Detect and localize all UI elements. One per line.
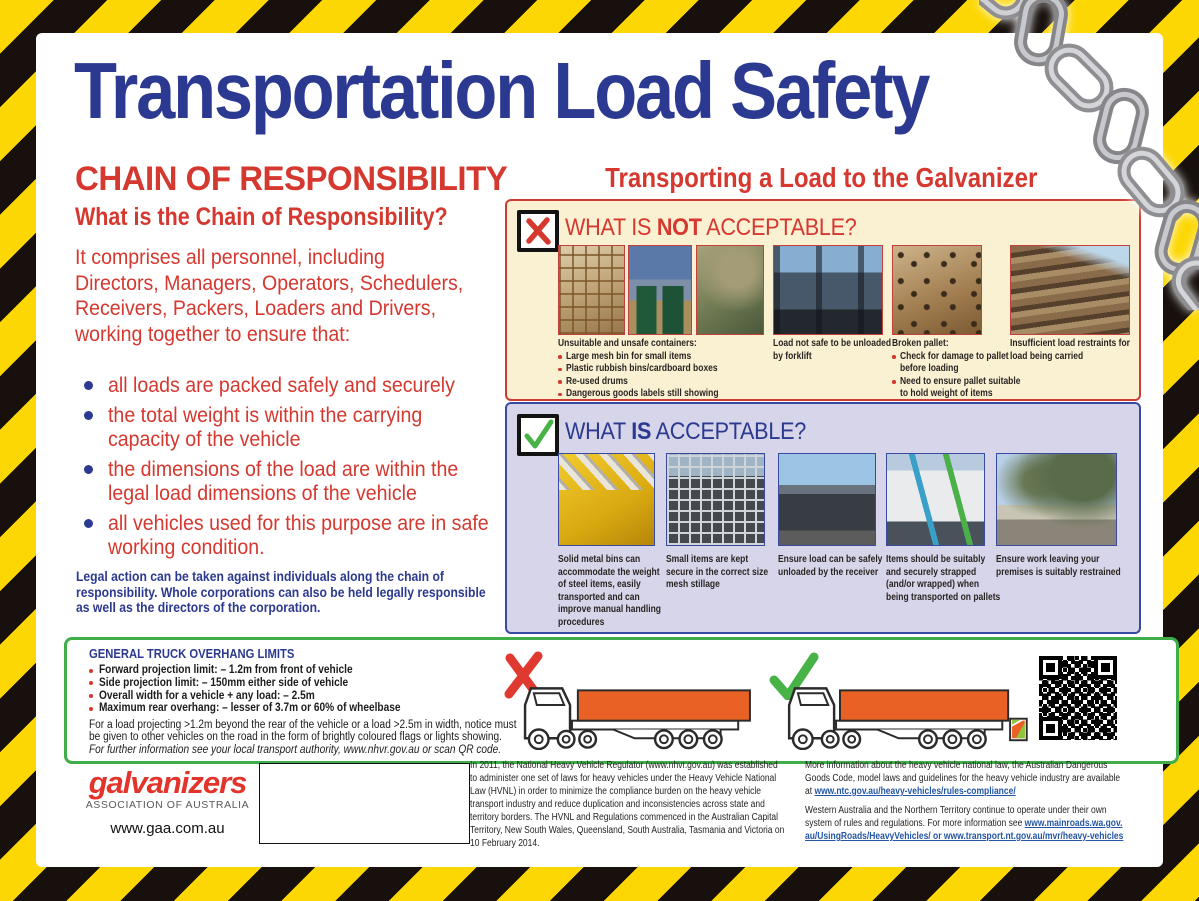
truck-illustration-correct <box>779 662 1031 750</box>
caption-load-restraints: Insufficient load restraints for load being carried <box>1010 338 1130 362</box>
list-item: Forward projection limit: – 1.2m from front of vehicle <box>89 664 442 677</box>
stamp-box <box>259 763 470 844</box>
gaa-website[interactable]: www.gaa.com.au <box>110 820 225 837</box>
caption-unsuitable-containers: Unsuitable and unsafe containers: Large mesh bin for small items Plastic rubbish bins/cardboard boxes Re-used drums Dangerous goods labels still showing <box>558 338 773 401</box>
photo-restrained-truck <box>996 453 1117 546</box>
nt-transport-link[interactable]: au/UsingRoads/HeavyVehicles/ or www.transport.nt.gov.au/mvr/heavy-vehicles <box>805 831 1124 842</box>
gaa-logo-subtext: ASSOCIATION OF AUSTRALIA <box>85 799 250 811</box>
list-item: all loads are packed safely and securely <box>75 373 526 398</box>
chain-bullet-list <box>75 373 526 565</box>
qr-finder-icon <box>1039 656 1062 679</box>
chain-intro-paragraph: It comprises all personnel, including Directors, Managers, Operators, Schedulers, Receivers, Packers, Loaders and Drivers, working together to ensure that: <box>75 245 464 346</box>
caption-forklift: Load not safe to be unloaded by forklift <box>773 338 892 362</box>
list-item: all vehicles used for this purpose are in safe working condition. <box>75 511 526 560</box>
photo-reused-drum <box>696 245 764 335</box>
green-check-icon <box>521 418 555 452</box>
overhang-note: For a load projecting >1.2m beyond the rear of the vehicle or a load >2.5m in width, notice must be given to other vehicles on the road in the form of brightly coloured flags or lights showing. <box>89 719 517 743</box>
legal-action-note: Legal action can be taken against individuals along the chain of responsibility. Whole corporations can also be held legally responsible as well as the directors of the corporation. <box>76 569 486 615</box>
photo-strapped-pallet <box>886 453 985 546</box>
photo-broken-pallet <box>892 245 982 335</box>
photo-secure-load <box>778 453 876 546</box>
qr-finder-icon <box>1094 656 1117 679</box>
red-cross-icon <box>521 214 555 248</box>
list-item: Side projection limit: – 150mm either side of vehicle <box>89 677 442 690</box>
gaa-logo <box>75 765 260 837</box>
chain-of-responsibility-heading: CHAIN OF RESPONSIBILITY <box>75 160 508 198</box>
caption-solid-metal-bins: Solid metal bins can accommodate the weight of steel items, easily transported and can improve manual handling procedures <box>558 554 661 628</box>
photo-rubbish-bins <box>628 245 692 335</box>
load-flag <box>1010 719 1027 741</box>
photo-unsafe-forklift-load <box>773 245 883 335</box>
list-item: the total weight is within the carrying capacity of the vehicle <box>75 403 526 452</box>
caption-mesh-stillage: Small items are kept secure in the correct size mesh stillage <box>666 554 769 590</box>
overhang-heading: GENERAL TRUCK OVERHANG LIMITS <box>89 647 295 661</box>
list-item: Overall width for a vehicle + any load: – 2.5m <box>89 690 442 703</box>
truck-illustration-incorrect <box>515 662 760 750</box>
mainroads-link[interactable]: www.mainroads.wa.gov. <box>1024 818 1123 829</box>
overhang-bullet-list <box>89 664 442 715</box>
gaa-logo-text: galvanizers <box>88 765 247 800</box>
chain-of-responsibility-subheading: What is the Chain of Responsibility? <box>75 203 448 231</box>
transporting-heading: Transporting a Load to the Galvanizer <box>604 162 1038 193</box>
list-item: the dimensions of the load are within the legal load dimensions of the vehicle <box>75 457 526 506</box>
ntc-link[interactable]: www.ntc.gov.au/heavy-vehicles/rules-compliance/ <box>814 786 1016 797</box>
check-checkbox-icon <box>517 414 559 456</box>
overhang-footer-note: For further information see your local transport authority, www.nhvr.gov.au or scan QR code. <box>89 744 502 756</box>
nhvr-paragraph: In 2011, the National Heavy Vehicle Regulator (www.nhvr.gov.au) was established to administer one set of laws for heavy vehicles under the Heavy Vehicle National Law (HVNL) in order to minimize the compliance burden on the heavy vehicle transport industry and reduce duplication and inconsistencies across state and territory borders. The HVNL and Regulations commenced in the Australian Capital Territory, New South Wales, Queensland, South Australia, Tasmania and Victoria on 10 February 2014. <box>470 760 785 849</box>
page-title: Transportation Load Safety <box>74 46 929 135</box>
overhang-limits-section <box>64 637 1179 764</box>
not-acceptable-title: WHAT IS NOT ACCEPTABLE? <box>565 214 857 241</box>
photo-mesh-stillage <box>666 453 765 546</box>
photo-solid-metal-bin <box>558 453 655 546</box>
caption-restrained-work: Ensure work leaving your premises is suitably restrained <box>996 554 1121 578</box>
qr-finder-icon <box>1039 717 1062 740</box>
photo-mesh-bin <box>558 245 625 335</box>
cross-checkbox-icon <box>517 210 559 252</box>
caption-safe-unload: Ensure load can be safely unloaded by the receiver <box>778 554 883 578</box>
more-info-paragraphs: More information about the heavy vehicle national law, the Australian Dangerous Goods Code, model laws and guidelines for the heavy vehicle industry are available at www.ntc.gov.au/heavy-vehicles/rules-compliance/ Western Australia and the Northern Territory continue to operate under their own system of rules and regulations. For more information see www.mainroads.wa.gov. au/UsingRoads/HeavyVehicles/ or www.transport.nt.gov.au/mvr/heavy-vehicles <box>805 760 1124 842</box>
caption-strapped-items: Items should be suitably and securely strapped (and/or wrapped) when being transported on pallets <box>886 554 1001 603</box>
chain-graphic <box>979 0 1199 310</box>
acceptable-section <box>505 402 1141 634</box>
acceptable-title: WHAT IS ACCEPTABLE? <box>565 418 806 445</box>
caption-broken-pallet: Broken pallet: Check for damage to pallet before loading Need to ensure pallet suitable to hold weight of items <box>892 338 1021 399</box>
list-item: Maximum rear overhang: – lesser of 3.7m or 60% of wheelbase <box>89 702 442 715</box>
qr-code <box>1036 653 1120 743</box>
